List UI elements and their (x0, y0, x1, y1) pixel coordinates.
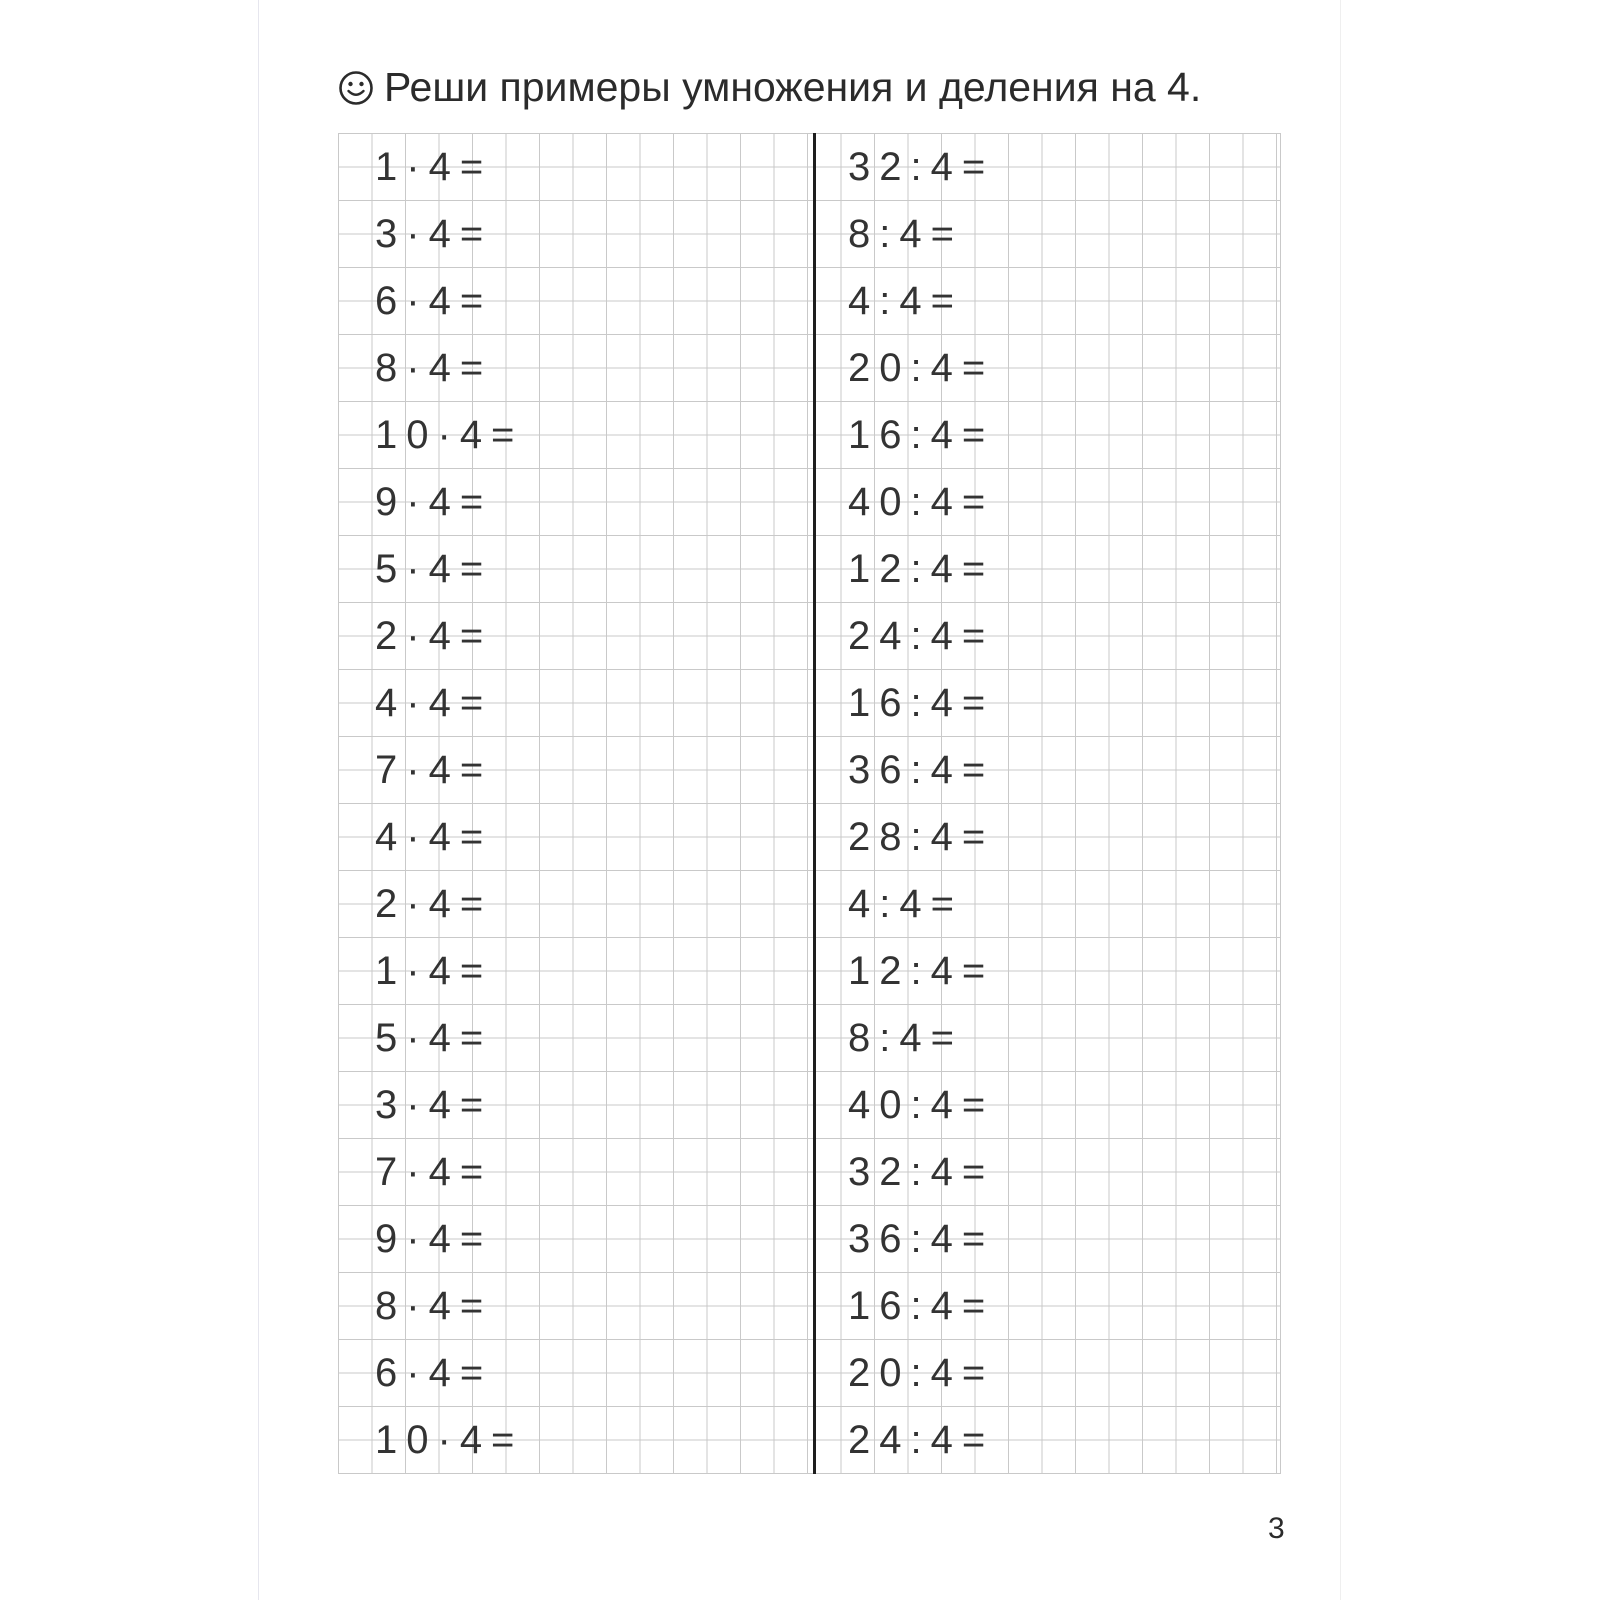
multiplication-problem[interactable]: 2·4= (375, 614, 493, 658)
smiley-icon (338, 69, 374, 105)
multiplication-problem[interactable]: 5·4= (375, 547, 493, 591)
division-problem[interactable]: 4:4= (848, 882, 963, 926)
division-problem[interactable]: 4:4= (848, 279, 963, 323)
division-problem[interactable]: 32:4= (848, 1150, 995, 1194)
multiplication-problem[interactable]: 7·4= (375, 1150, 493, 1194)
division-problem[interactable]: 16:4= (848, 1284, 995, 1328)
division-problem[interactable]: 32:4= (848, 145, 995, 189)
division-problem[interactable]: 20:4= (848, 1351, 995, 1395)
multiplication-problem[interactable]: 2·4= (375, 882, 493, 926)
page-edge (258, 0, 259, 1600)
multiplication-problem[interactable]: 4·4= (375, 815, 493, 859)
multiplication-problem[interactable]: 1·4= (375, 145, 493, 189)
multiplication-problem[interactable]: 9·4= (375, 480, 493, 524)
division-problem[interactable]: 40:4= (848, 480, 995, 524)
multiplication-problem[interactable]: 3·4= (375, 1083, 493, 1127)
multiplication-problem[interactable]: 6·4= (375, 1351, 493, 1395)
multiplication-problem[interactable]: 10·4= (375, 1418, 524, 1462)
division-problem[interactable]: 16:4= (848, 681, 995, 725)
division-problem[interactable]: 24:4= (848, 614, 995, 658)
division-column (848, 134, 994, 1474)
exercise-instruction (338, 62, 1201, 112)
page-edge (1340, 0, 1341, 1600)
multiplication-problem[interactable]: 8·4= (375, 346, 493, 390)
division-problem[interactable]: 36:4= (848, 748, 995, 792)
multiplication-problem[interactable]: 8·4= (375, 1284, 493, 1328)
multiplication-problem[interactable]: 9·4= (375, 1217, 493, 1261)
division-problem[interactable]: 20:4= (848, 346, 995, 390)
multiplication-problem[interactable]: 7·4= (375, 748, 493, 792)
division-problem[interactable]: 40:4= (848, 1083, 995, 1127)
division-problem[interactable]: 8:4= (848, 212, 963, 256)
multiplication-problem[interactable]: 6·4= (375, 279, 493, 323)
page-number: 3 (1268, 1512, 1285, 1545)
multiplication-problem[interactable]: 5·4= (375, 1016, 493, 1060)
division-problem[interactable]: 12:4= (848, 547, 995, 591)
division-problem[interactable]: 24:4= (848, 1418, 995, 1462)
multiplication-problem[interactable]: 1·4= (375, 949, 493, 993)
column-divider (813, 133, 816, 1474)
multiplication-column (375, 134, 523, 1474)
division-problem[interactable]: 8:4= (848, 1016, 963, 1060)
multiplication-problem[interactable]: 4·4= (375, 681, 493, 725)
multiplication-problem[interactable]: 3·4= (375, 212, 493, 256)
instruction-text: Реши примеры умножения и деления на 4. (384, 63, 1202, 110)
division-problem[interactable]: 36:4= (848, 1217, 995, 1261)
division-problem[interactable]: 28:4= (848, 815, 995, 859)
division-problem[interactable]: 12:4= (848, 949, 995, 993)
division-problem[interactable]: 16:4= (848, 413, 995, 457)
multiplication-problem[interactable]: 10·4= (375, 413, 524, 457)
